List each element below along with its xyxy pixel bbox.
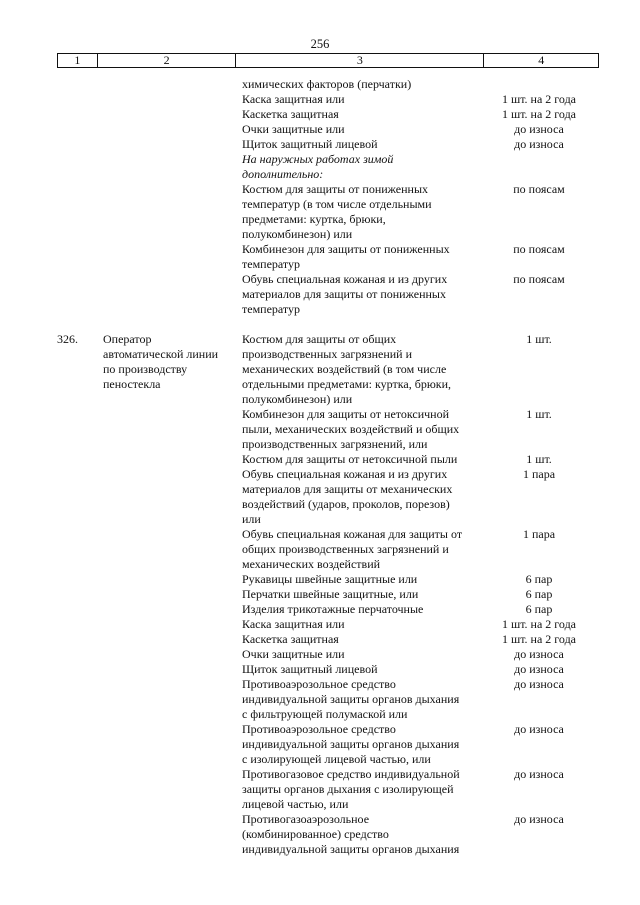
issue-norm-cell [482, 92, 596, 107]
entry-number [57, 242, 97, 272]
table-row [0, 467, 640, 527]
ppe-item-line: температур (в том числе отдельными [242, 197, 432, 211]
entry-number: 326. [57, 332, 78, 346]
issue-norm-cell [482, 647, 596, 662]
entry-number [57, 662, 97, 677]
issue-norm: 6 пар [525, 587, 553, 601]
row-spacer [0, 317, 640, 332]
table-row [0, 182, 640, 242]
entry-number [57, 77, 97, 92]
ppe-item-line: Костюм для защиты от общих [242, 332, 397, 346]
ppe-item-line: температур [242, 302, 301, 316]
ppe-item-line: предметами: куртка, брюки, [242, 212, 386, 226]
ppe-item-cell [237, 152, 482, 182]
ppe-item-line: дополнительно: [242, 167, 324, 181]
issue-norm-cell [482, 122, 596, 137]
issue-norm-cell [482, 152, 596, 182]
table-row [0, 152, 640, 182]
issue-norm-cell [482, 767, 596, 812]
profession-cell [97, 272, 237, 317]
entry-number [57, 92, 97, 107]
table-row [0, 122, 640, 137]
profession-cell [97, 647, 237, 662]
ppe-item-cell [237, 662, 482, 677]
entry-number [57, 587, 97, 602]
table-row [0, 242, 640, 272]
ppe-item-line: Щиток защитный лицевой [242, 137, 378, 151]
issue-norm-cell [482, 332, 596, 407]
table-row [0, 677, 640, 722]
profession-cell [97, 242, 237, 272]
table-row [0, 767, 640, 812]
issue-norm-cell [482, 722, 596, 767]
profession-cell [97, 452, 237, 467]
profession-cell [97, 137, 237, 152]
ppe-item-line: Перчатки швейные защитные, или [242, 587, 419, 601]
table-row [0, 332, 640, 407]
ppe-item-line: Костюм для защиты от пониженных [242, 182, 429, 196]
ppe-item-line: полукомбинезон) или [242, 227, 353, 241]
ppe-item-cell [237, 77, 482, 92]
ppe-item-cell [237, 467, 482, 527]
ppe-item-line: Обувь специальная кожаная и из других [242, 272, 448, 286]
issue-norm: до износа [514, 647, 564, 661]
ppe-item-line: полукомбинезон) или [242, 392, 353, 406]
ppe-item-cell [237, 812, 482, 857]
ppe-item-cell [237, 107, 482, 122]
issue-norm: до износа [514, 767, 564, 781]
profession-cell [97, 572, 237, 587]
issue-norm-cell [482, 467, 596, 527]
ppe-item-cell [237, 527, 482, 572]
issue-norm-cell [482, 452, 596, 467]
ppe-item-line: (комбинированное) средство [242, 827, 389, 841]
table-row [0, 527, 640, 572]
issue-norm: 1 пара [522, 467, 556, 481]
ppe-item-line: Противоаэрозольное средство [242, 722, 396, 736]
table-row [0, 722, 640, 767]
table-row [0, 662, 640, 677]
profession-cell [97, 632, 237, 647]
issue-norm: по поясам [513, 272, 565, 286]
table-body [0, 77, 640, 857]
ppe-item-line: На наружных работах зимой [242, 152, 394, 166]
issue-norm-cell [482, 137, 596, 152]
profession-cell [97, 77, 237, 92]
ppe-item-line: Комбинезон для защиты от нетоксичной [242, 407, 450, 421]
profession-line: пеностекла [103, 377, 161, 391]
header-col-1: 1 [58, 54, 98, 67]
entry-number [57, 152, 97, 182]
issue-norm: до износа [514, 812, 564, 826]
issue-norm: 1 шт. на 2 года [501, 107, 577, 121]
entry-number [57, 122, 97, 137]
issue-norm-cell [482, 242, 596, 272]
issue-norm: 6 пар [525, 602, 553, 616]
issue-norm-cell [482, 587, 596, 602]
ppe-item-line: Противогазовое средство индивидуальной [242, 767, 460, 781]
profession-cell [97, 527, 237, 572]
issue-norm: 1 шт. на 2 года [501, 617, 577, 631]
ppe-item-line: производственных загрязнений, или [242, 437, 428, 451]
ppe-item-line: производственных загрязнений и [242, 347, 413, 361]
ppe-item-line: индивидуальной защиты органов дыхания [242, 737, 460, 751]
profession-cell [97, 467, 237, 527]
ppe-item-line: отдельными предметами: куртка, брюки, [242, 377, 452, 391]
entry-number [57, 767, 97, 812]
ppe-item-line: воздействий (ударов, проколов, порезов) [242, 497, 450, 511]
header-col-3: 3 [236, 54, 484, 67]
ppe-item-cell [237, 647, 482, 662]
entry-number [57, 722, 97, 767]
issue-norm: до износа [514, 122, 564, 136]
entry-number [57, 452, 97, 467]
entry-number [57, 572, 97, 587]
table-row [0, 617, 640, 632]
ppe-item-cell [237, 92, 482, 107]
ppe-item-line: химических факторов (перчатки) [242, 77, 412, 91]
table-row [0, 587, 640, 602]
profession-cell [97, 662, 237, 677]
profession-cell [97, 182, 237, 242]
ppe-item-line: Очки защитные или [242, 647, 345, 661]
issue-norm-cell [482, 272, 596, 317]
profession-line: по производству [103, 362, 188, 376]
entry-number [57, 137, 97, 152]
issue-norm: 1 шт. [526, 407, 552, 421]
issue-norm-cell [482, 77, 596, 92]
ppe-item-line: лицевой частью, или [242, 797, 349, 811]
issue-norm: до износа [514, 677, 564, 691]
table-row [0, 452, 640, 467]
issue-norm-cell [482, 812, 596, 857]
ppe-item-cell [237, 722, 482, 767]
ppe-item-line: Комбинезон для защиты от пониженных [242, 242, 450, 256]
profession-cell [97, 587, 237, 602]
ppe-item-line: материалов для защиты от механических [242, 482, 453, 496]
profession-cell [97, 122, 237, 137]
ppe-item-line: Каскетка защитная [242, 107, 339, 121]
table-row [0, 812, 640, 857]
issue-norm: до износа [514, 722, 564, 736]
issue-norm: 6 пар [525, 572, 553, 586]
ppe-item-cell [237, 272, 482, 317]
ppe-item-cell [237, 407, 482, 452]
entry-number [57, 107, 97, 122]
table-row [0, 407, 640, 452]
header-col-4: 4 [538, 53, 545, 67]
ppe-item-line: Противоаэрозольное средство [242, 677, 396, 691]
issue-norm: по поясам [513, 242, 565, 256]
profession-cell [97, 152, 237, 182]
profession-cell [97, 407, 237, 452]
table-row [0, 647, 640, 662]
ppe-item-cell [237, 452, 482, 467]
profession-cell [97, 107, 237, 122]
ppe-item-cell [237, 122, 482, 137]
issue-norm: 1 пара [522, 527, 556, 541]
table-row [0, 602, 640, 617]
ppe-item-cell [237, 332, 482, 407]
profession-cell [97, 602, 237, 617]
ppe-item-line: индивидуальной защиты органов дыхания [242, 842, 460, 856]
table-row [0, 572, 640, 587]
header-col-2: 2 [98, 54, 236, 67]
profession-cell [97, 677, 237, 722]
issue-norm-cell [482, 632, 596, 647]
profession-cell [97, 92, 237, 107]
ppe-item-line: общих производственных загрязнений и [242, 542, 449, 556]
issue-norm-cell [482, 407, 596, 452]
ppe-item-line: Противогазоаэрозольное [242, 812, 370, 826]
ppe-item-line: Костюм для защиты от нетоксичной пыли [242, 452, 458, 466]
issue-norm-cell [482, 617, 596, 632]
issue-norm: по поясам [513, 182, 565, 196]
ppe-item-line: защиты органов дыхания с изолирующей [242, 782, 454, 796]
ppe-item-line: температур [242, 257, 301, 271]
page-number: 256 [310, 37, 330, 51]
entry-number [57, 647, 97, 662]
ppe-item-line: Изделия трикотажные перчаточные [242, 602, 424, 616]
issue-norm-cell [482, 572, 596, 587]
profession-line: Оператор [103, 332, 152, 346]
ppe-item-cell [237, 767, 482, 812]
ppe-item-line: или [242, 512, 261, 526]
ppe-item-cell [237, 182, 482, 242]
ppe-item-line: Каска защитная или [242, 617, 345, 631]
ppe-item-line: Очки защитные или [242, 122, 345, 136]
table-row [0, 632, 640, 647]
profession-cell [97, 722, 237, 767]
table-row [0, 107, 640, 122]
entry-number [57, 467, 97, 527]
ppe-item-line: материалов для защиты от пониженных [242, 287, 446, 301]
ppe-item-line: механических воздействий (в том числе [242, 362, 447, 376]
table-row [0, 77, 640, 92]
profession-line: автоматической линии [103, 347, 219, 361]
issue-norm: до износа [514, 662, 564, 676]
profession-cell [97, 812, 237, 857]
profession-cell [97, 767, 237, 812]
issue-norm-cell [482, 182, 596, 242]
ppe-item-cell [237, 587, 482, 602]
issue-norm: 1 шт. на 2 года [501, 632, 577, 646]
ppe-item-line: с изолирующей лицевой частью, или [242, 752, 431, 766]
ppe-item-cell [237, 572, 482, 587]
ppe-item-line: с фильтрующей полумаской или [242, 707, 408, 721]
issue-norm-cell [482, 662, 596, 677]
ppe-item-line: механических воздействий [242, 557, 381, 571]
profession-cell [97, 617, 237, 632]
ppe-item-cell [237, 677, 482, 722]
issue-norm: 1 шт. на 2 года [501, 92, 577, 106]
entry-number [57, 407, 97, 452]
issue-norm: 1 шт. [526, 332, 552, 346]
ppe-item-cell [237, 137, 482, 152]
entry-number [57, 617, 97, 632]
ppe-item-line: Обувь специальная кожаная для защиты от [242, 527, 463, 541]
ppe-item-line: индивидуальной защиты органов дыхания [242, 692, 460, 706]
entry-number [57, 182, 97, 242]
ppe-item-line: Рукавицы швейные защитные или [242, 572, 418, 586]
ppe-item-line: Каска защитная или [242, 92, 345, 106]
issue-norm: 1 шт. [526, 452, 552, 466]
issue-norm-cell [482, 527, 596, 572]
ppe-item-line: Щиток защитный лицевой [242, 662, 378, 676]
ppe-item-line: пыли, механических воздействий и общих [242, 422, 460, 436]
issue-norm-cell [482, 677, 596, 722]
entry-number [57, 812, 97, 857]
entry-number [57, 632, 97, 647]
issue-norm-cell [482, 602, 596, 617]
issue-norm-cell [482, 107, 596, 122]
entry-number [57, 677, 97, 722]
ppe-item-cell [237, 617, 482, 632]
profession-cell [97, 332, 237, 407]
entry-number [57, 527, 97, 572]
issue-norm: до износа [514, 137, 564, 151]
table-header-row [57, 53, 599, 68]
ppe-item-line: Каскетка защитная [242, 632, 339, 646]
table-row [0, 272, 640, 317]
ppe-item-cell [237, 602, 482, 617]
table-row [0, 92, 640, 107]
table-row [0, 137, 640, 152]
entry-number [57, 602, 97, 617]
entry-number [57, 272, 97, 317]
ppe-item-cell [237, 242, 482, 272]
ppe-item-cell [237, 632, 482, 647]
ppe-item-line: Обувь специальная кожаная и из других [242, 467, 448, 481]
